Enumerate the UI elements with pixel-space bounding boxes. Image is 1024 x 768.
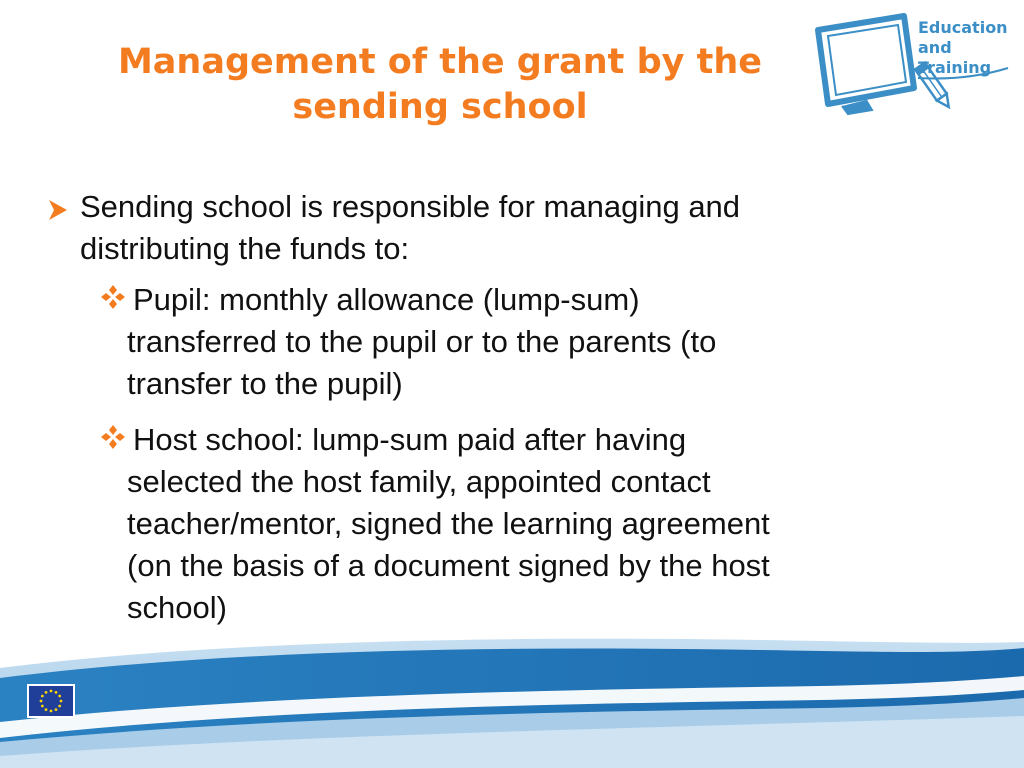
eu-star-icon bbox=[41, 695, 44, 698]
logo-text bbox=[918, 18, 1008, 78]
sub-bullet-item bbox=[127, 279, 977, 405]
eu-star-icon bbox=[55, 691, 58, 694]
eu-star-icon bbox=[55, 708, 58, 711]
education-training-logo bbox=[812, 8, 1024, 120]
four-diamond-bullet-icon bbox=[100, 284, 126, 310]
eu-star-icon bbox=[45, 691, 48, 694]
eu-star-icon bbox=[45, 708, 48, 711]
eu-star-icon bbox=[60, 700, 63, 703]
sub-bullet-item bbox=[127, 419, 977, 629]
sub-bullet-line: Pupil: monthly allowance (lump-sum) bbox=[133, 282, 640, 317]
bullet-line: Sending school is responsible for managing and bbox=[80, 189, 741, 224]
sub-bullet-line: transfer to the pupil) bbox=[127, 366, 403, 401]
title-line: Management of the grant by the bbox=[117, 42, 763, 82]
logo-text-line: and bbox=[918, 38, 952, 57]
arrow-bullet-icon bbox=[46, 198, 70, 222]
sub-bullet-line: transferred to the pupil or to the parents (to bbox=[127, 324, 717, 359]
eu-star-icon bbox=[41, 705, 44, 708]
sub-bullet-line: teacher/mentor, signed the learning agreement bbox=[127, 506, 770, 541]
bullet-line: distributing the funds to: bbox=[80, 231, 410, 266]
sub-bullet-line: selected the host family, appointed contact bbox=[127, 464, 711, 499]
title-line: sending school bbox=[292, 87, 588, 127]
bullet-item bbox=[80, 186, 970, 270]
sub-bullet-line: (on the basis of a document signed by the host bbox=[127, 548, 770, 583]
four-diamond-bullet-icon bbox=[100, 424, 126, 450]
slide-title bbox=[40, 40, 840, 130]
eu-star-icon bbox=[50, 690, 53, 693]
eu-flag-icon bbox=[27, 684, 75, 718]
logo-text-line: Training bbox=[918, 58, 992, 77]
eu-star-icon bbox=[58, 695, 61, 698]
sub-bullet-line: school) bbox=[127, 590, 227, 625]
eu-star-icon bbox=[58, 705, 61, 708]
sub-bullet-line: Host school: lump-sum paid after having bbox=[133, 422, 687, 457]
eu-star-icon bbox=[50, 710, 53, 713]
logo-text-line: Education bbox=[918, 18, 1008, 37]
eu-star-icon bbox=[40, 700, 43, 703]
